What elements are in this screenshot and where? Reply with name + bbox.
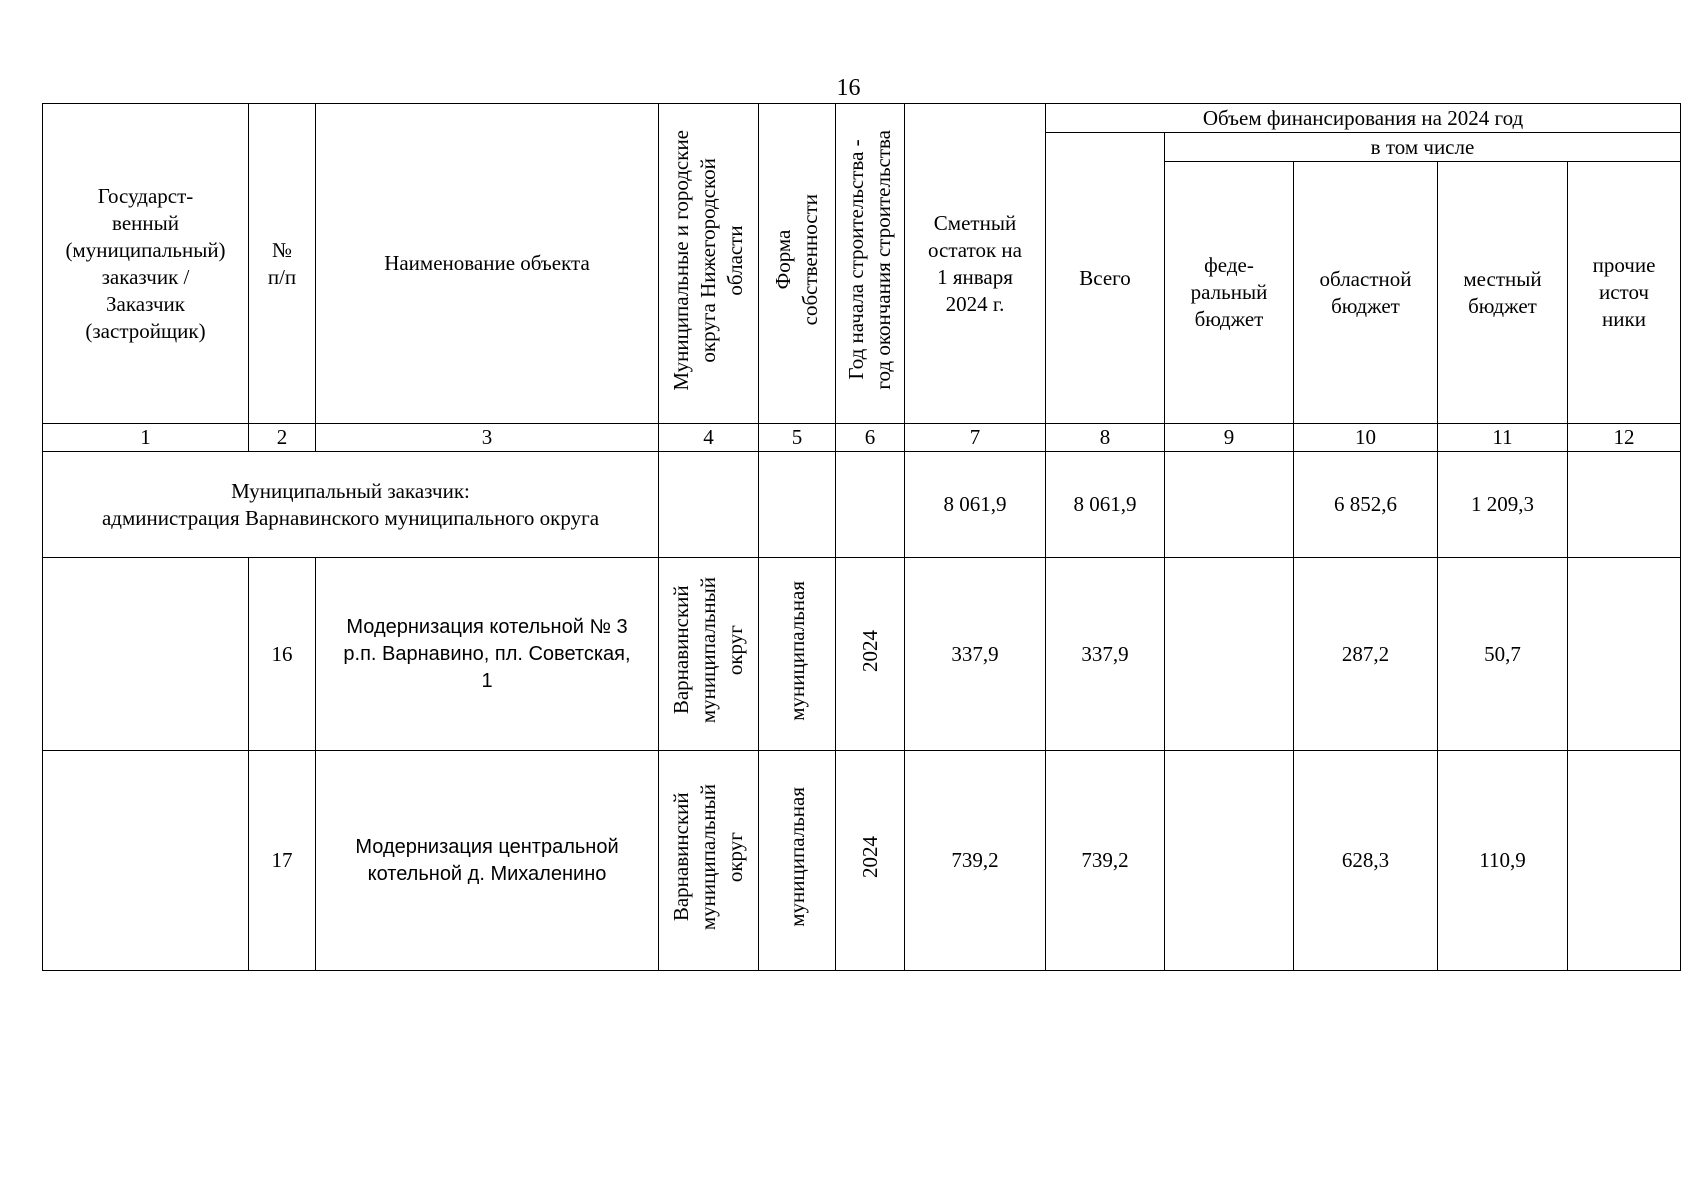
row-years: 2024 <box>836 751 905 971</box>
header-customer: Государст- венный (муниципальный) заказчик / Заказчик (застройщик) <box>43 104 249 424</box>
row-customer <box>43 751 249 971</box>
column-number: 3 <box>316 424 659 452</box>
header-total: Всего <box>1046 133 1165 424</box>
page-number: 16 <box>836 75 861 101</box>
row-ownership: муниципальная <box>759 558 836 751</box>
summary-row <box>43 452 1681 558</box>
summary-other <box>1568 452 1681 558</box>
header-row-1 <box>43 104 1681 133</box>
column-number: 11 <box>1438 424 1568 452</box>
column-number: 9 <box>1165 424 1294 452</box>
row-number: 16 <box>249 558 316 751</box>
summary-customer-label: Муниципальный заказчик: администрация Варнавинского муниципального округа <box>43 452 659 558</box>
row-other <box>1568 558 1681 751</box>
header-funding-group: Объем финансирования на 2024 год <box>1046 104 1681 133</box>
row-object-name: Модернизация котельной № 3 р.п. Варнавино, пл. Советская, 1 <box>316 558 659 751</box>
column-number: 6 <box>836 424 905 452</box>
header-ownership: Форма собственности <box>759 104 836 424</box>
header-years: Год начала строительства - год окончания строительства <box>836 104 905 424</box>
row-estimate: 739,2 <box>905 751 1046 971</box>
summary-ownership <box>759 452 836 558</box>
header-number: № п/п <box>249 104 316 424</box>
row-federal <box>1165 558 1294 751</box>
row-federal <box>1165 751 1294 971</box>
header-object-name: Наименование объекта <box>316 104 659 424</box>
column-number-row <box>43 424 1681 452</box>
table-row <box>43 751 1681 971</box>
column-number: 8 <box>1046 424 1165 452</box>
column-number: 4 <box>659 424 759 452</box>
summary-municipality <box>659 452 759 558</box>
header-including: в том числе <box>1165 133 1681 162</box>
header-federal: феде- ральный бюджет <box>1165 162 1294 424</box>
column-number: 12 <box>1568 424 1681 452</box>
summary-local: 1 209,3 <box>1438 452 1568 558</box>
row-regional: 628,3 <box>1294 751 1438 971</box>
column-number: 5 <box>759 424 836 452</box>
header-regional: областной бюджет <box>1294 162 1438 424</box>
row-ownership: муниципальная <box>759 751 836 971</box>
row-customer <box>43 558 249 751</box>
row-number: 17 <box>249 751 316 971</box>
summary-regional: 6 852,6 <box>1294 452 1438 558</box>
header-municipality: Муниципальные и городские округа Нижегородской области <box>659 104 759 424</box>
summary-federal <box>1165 452 1294 558</box>
column-number: 7 <box>905 424 1046 452</box>
header-estimate: Сметный остаток на 1 января 2024 г. <box>905 104 1046 424</box>
row-estimate: 337,9 <box>905 558 1046 751</box>
column-number: 1 <box>43 424 249 452</box>
row-local: 50,7 <box>1438 558 1568 751</box>
summary-years <box>836 452 905 558</box>
summary-total: 8 061,9 <box>1046 452 1165 558</box>
summary-estimate: 8 061,9 <box>905 452 1046 558</box>
header-other: прочие источ ники <box>1568 162 1681 424</box>
financing-table <box>42 103 1681 971</box>
row-total: 337,9 <box>1046 558 1165 751</box>
table-row <box>43 558 1681 751</box>
row-object-name: Модернизация центральной котельной д. Михаленино <box>316 751 659 971</box>
column-number: 2 <box>249 424 316 452</box>
row-local: 110,9 <box>1438 751 1568 971</box>
row-total: 739,2 <box>1046 751 1165 971</box>
row-regional: 287,2 <box>1294 558 1438 751</box>
column-number: 10 <box>1294 424 1438 452</box>
row-other <box>1568 751 1681 971</box>
row-years: 2024 <box>836 558 905 751</box>
header-local: местный бюджет <box>1438 162 1568 424</box>
row-municipality: Варнавинский муниципальный округ <box>659 558 759 751</box>
row-municipality: Варнавинский муниципальный округ <box>659 751 759 971</box>
